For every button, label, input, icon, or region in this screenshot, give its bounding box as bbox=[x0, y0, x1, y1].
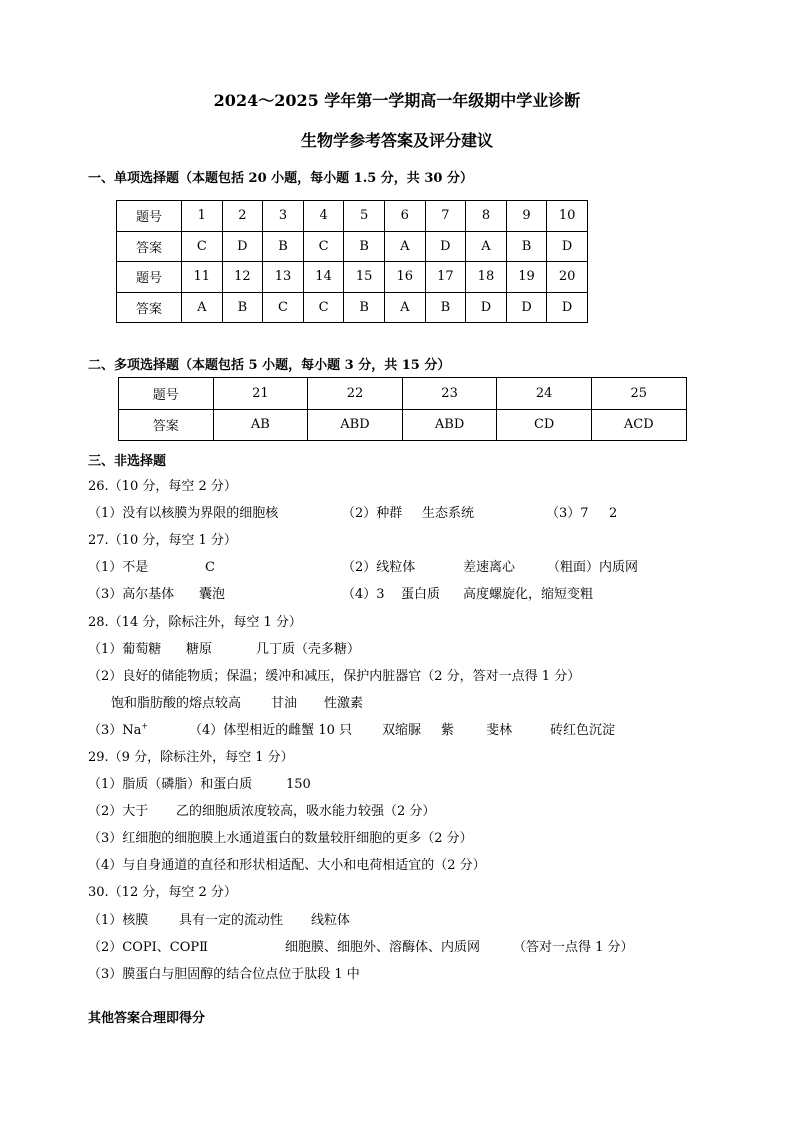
table-cell: D bbox=[547, 231, 588, 262]
answer-text: （1）没有以核膜为界限的细胞核 bbox=[88, 506, 279, 521]
table-cell: 13 bbox=[263, 262, 304, 293]
answer-text: （1）核膜 bbox=[88, 913, 149, 928]
answer-text: （1）葡萄糖 bbox=[88, 642, 162, 657]
table-cell: D bbox=[466, 292, 507, 323]
q28-answer-line bbox=[88, 719, 615, 738]
table-cell: A bbox=[384, 231, 425, 262]
table-cell: 3 bbox=[263, 201, 304, 232]
q29-answer-line bbox=[88, 773, 311, 792]
answer-text: （3）Na bbox=[88, 723, 142, 738]
q27-heading: 27.（10 分，每空 1 分） bbox=[88, 533, 237, 548]
q29-answer-line: （4）与自身通道的直径和形状相适配、大小和电荷相适宜的（2 分） bbox=[88, 858, 486, 873]
answer-text: （1）脂质（磷脂）和蛋白质 bbox=[88, 777, 253, 792]
table-cell: D bbox=[547, 292, 588, 323]
multi-choice-answer-table bbox=[118, 377, 687, 441]
answer-text: （1）不是 bbox=[88, 560, 149, 575]
answer-text: （2）种群 bbox=[342, 506, 403, 521]
answer-text: 甘油 bbox=[271, 696, 298, 711]
table-row bbox=[117, 201, 588, 232]
answer-text: （4）体型相近的雌蟹 10 只 bbox=[189, 723, 353, 738]
table-cell: 答案 bbox=[117, 231, 182, 262]
answer-text: （4）3 bbox=[342, 587, 385, 602]
table-cell: 14 bbox=[303, 262, 344, 293]
answer-text: 斐林 bbox=[486, 723, 513, 738]
table-cell: 7 bbox=[425, 201, 466, 232]
table-cell: 22 bbox=[308, 378, 403, 410]
q29-answer-line: （3）红细胞的细胞膜上水通道蛋白的数量较肝细胞的更多（2 分） bbox=[88, 831, 473, 846]
table-cell: 17 bbox=[425, 262, 466, 293]
table-row bbox=[117, 231, 588, 262]
answer-text: （2）COPⅠ、COPⅡ bbox=[88, 940, 208, 955]
q30-answer-line bbox=[88, 909, 350, 928]
table-cell: 15 bbox=[344, 262, 385, 293]
table-cell: 18 bbox=[466, 262, 507, 293]
q27-answer-line bbox=[88, 583, 593, 602]
table-row bbox=[119, 378, 687, 410]
table-cell: B bbox=[263, 231, 304, 262]
table-row bbox=[119, 409, 687, 441]
table-cell: 16 bbox=[384, 262, 425, 293]
table-cell: ABD bbox=[402, 409, 497, 441]
table-cell: 题号 bbox=[117, 201, 182, 232]
answer-text: 乙的细胞质浓度较高，吸水能力较强（2 分） bbox=[176, 804, 436, 819]
answer-text: 双缩脲 bbox=[382, 723, 422, 738]
answer-text: （答对一点得 1 分） bbox=[513, 940, 634, 955]
table-cell: 答案 bbox=[117, 292, 182, 323]
answer-text: 糖原 bbox=[186, 642, 213, 657]
table-cell: AB bbox=[213, 409, 308, 441]
table-cell: C bbox=[263, 292, 304, 323]
q26-heading: 26.（10 分，每空 2 分） bbox=[88, 479, 237, 494]
table-cell: C bbox=[303, 231, 344, 262]
q30-heading: 30.（12 分，每空 2 分） bbox=[88, 885, 237, 900]
answer-text: 150 bbox=[286, 777, 311, 792]
answer-text: 性激素 bbox=[324, 696, 364, 711]
table-cell: 6 bbox=[384, 201, 425, 232]
table-cell: A bbox=[384, 292, 425, 323]
section1-heading: 一、单项选择题（本题包括 20 小题，每小题 1.5 分，共 30 分） bbox=[88, 171, 473, 186]
answer-text: 差速离心 bbox=[463, 560, 516, 575]
answer-text: （粗面）内质网 bbox=[547, 560, 639, 575]
table-cell: 21 bbox=[213, 378, 308, 410]
answer-text: 具有一定的流动性 bbox=[179, 913, 284, 928]
table-cell: 20 bbox=[547, 262, 588, 293]
table-row bbox=[117, 262, 588, 293]
answer-text: （2）线粒体 bbox=[342, 560, 416, 575]
page-title: 2024～2025 学年第一学期高一年级期中学业诊断 bbox=[213, 91, 581, 110]
table-cell: 答案 bbox=[119, 409, 214, 441]
q29-answer-line bbox=[88, 800, 435, 819]
table-cell: 4 bbox=[303, 201, 344, 232]
table-cell: D bbox=[506, 292, 547, 323]
table-cell: A bbox=[182, 292, 223, 323]
section3-heading: 三、非选择题 bbox=[88, 454, 167, 469]
table-cell: A bbox=[466, 231, 507, 262]
answer-text: （2）大于 bbox=[88, 804, 149, 819]
q29-heading: 29.（9 分，除标注外，每空 1 分） bbox=[88, 750, 294, 765]
answer-text bbox=[88, 719, 189, 738]
table-cell: 2 bbox=[222, 201, 263, 232]
answer-text: 砖红色沉淀 bbox=[550, 723, 616, 738]
q28-answer-line bbox=[88, 638, 360, 657]
table-cell: D bbox=[425, 231, 466, 262]
table-cell: B bbox=[344, 231, 385, 262]
table-cell: 12 bbox=[222, 262, 263, 293]
answer-text: C bbox=[205, 560, 215, 575]
table-cell: CD bbox=[497, 409, 592, 441]
table-row bbox=[117, 292, 588, 323]
answer-text: 高度螺旋化，缩短变粗 bbox=[463, 587, 594, 602]
table-cell: 25 bbox=[591, 378, 686, 410]
single-choice-answer-table bbox=[116, 200, 588, 323]
table-cell: 5 bbox=[344, 201, 385, 232]
answer-text: （3）7 bbox=[546, 506, 589, 521]
q27-answer-line bbox=[88, 556, 638, 575]
q28-answer-line bbox=[111, 692, 363, 711]
table-cell: 10 bbox=[547, 201, 588, 232]
answer-text: 紫 bbox=[441, 723, 455, 738]
answer-text: 线粒体 bbox=[311, 913, 351, 928]
q30-answer-line bbox=[88, 936, 634, 955]
table-cell: 19 bbox=[506, 262, 547, 293]
table-cell: ACD bbox=[591, 409, 686, 441]
q26-answer-line bbox=[88, 502, 617, 521]
answer-text: 囊泡 bbox=[199, 587, 226, 602]
page-subtitle: 生物学参考答案及评分建议 bbox=[300, 131, 493, 150]
table-cell: B bbox=[506, 231, 547, 262]
table-cell: 9 bbox=[506, 201, 547, 232]
superscript: + bbox=[141, 721, 149, 731]
table-cell: 8 bbox=[466, 201, 507, 232]
answer-text: 蛋白质 bbox=[401, 587, 441, 602]
table-cell: C bbox=[182, 231, 223, 262]
table-cell: 题号 bbox=[117, 262, 182, 293]
q28-answer-line: （2）良好的储能物质；保温；缓冲和减压，保护内脏器官（2 分，答对一点得 1 分） bbox=[88, 669, 581, 684]
table-cell: 23 bbox=[402, 378, 497, 410]
answer-text: 2 bbox=[609, 506, 618, 521]
table-cell: B bbox=[222, 292, 263, 323]
table-cell: B bbox=[344, 292, 385, 323]
table-cell: D bbox=[222, 231, 263, 262]
answer-text: 生态系统 bbox=[422, 506, 475, 521]
answer-text: 饱和脂肪酸的熔点较高 bbox=[111, 696, 242, 711]
q30-answer-line: （3）膜蛋白与胆固醇的结合位点位于肽段 1 中 bbox=[88, 967, 360, 982]
table-cell: ABD bbox=[308, 409, 403, 441]
table-cell: 11 bbox=[182, 262, 223, 293]
answer-text: 细胞膜、细胞外、溶酶体、内质网 bbox=[285, 940, 481, 955]
table-cell: 1 bbox=[182, 201, 223, 232]
q28-heading: 28.（14 分，除标注外，每空 1 分） bbox=[88, 615, 302, 630]
table-cell: C bbox=[303, 292, 344, 323]
answer-text: （3）高尔基体 bbox=[88, 587, 175, 602]
table-cell: 题号 bbox=[119, 378, 214, 410]
section2-heading: 二、多项选择题（本题包括 5 小题，每小题 3 分，共 15 分） bbox=[88, 358, 451, 373]
answer-text: 几丁质（壳多糖） bbox=[256, 642, 361, 657]
table-cell: 24 bbox=[497, 378, 592, 410]
table-cell: B bbox=[425, 292, 466, 323]
footer-note: 其他答案合理即得分 bbox=[88, 1011, 206, 1026]
